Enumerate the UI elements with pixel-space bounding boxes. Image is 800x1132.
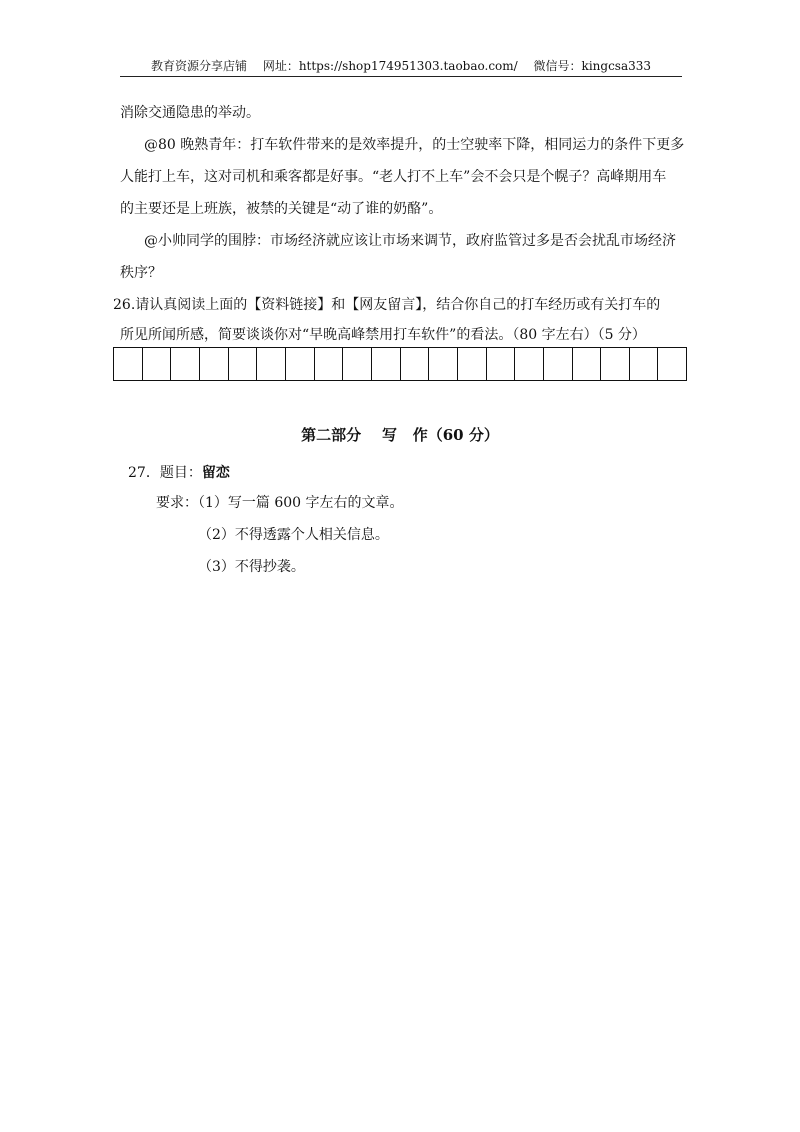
page-header xyxy=(120,58,682,77)
requirement-1-text: （1）写一篇 600 字左右的文章。 xyxy=(198,495,404,511)
question-26-line-2: 所见所闻所感，简要谈谈你对“早晚高峰禁用打车软件”的看法。（80 字左右）（5 分） xyxy=(120,327,646,343)
question-27-prefix: 27．题目： xyxy=(128,465,202,481)
answer-cell[interactable] xyxy=(658,348,686,380)
essay-title: 留恋 xyxy=(201,465,230,481)
answer-cell[interactable] xyxy=(458,348,487,380)
answer-cell[interactable] xyxy=(601,348,630,380)
comment-80-line-1: @80 晚熟青年：打车软件带来的是效率提升，的士空驶率下降，相同运力的条件下更多 xyxy=(144,137,685,153)
answer-cell[interactable] xyxy=(515,348,544,380)
answer-cell[interactable] xyxy=(544,348,573,380)
text-line-1: 消除交通隐患的举动。 xyxy=(120,105,260,121)
requirement-1 xyxy=(156,494,404,512)
header-shop: 教育资源分享店铺 xyxy=(150,59,247,73)
question-27 xyxy=(128,464,230,482)
answer-cell[interactable] xyxy=(573,348,602,380)
header-url: 网址：https://shop174951303.taobao.com/ xyxy=(262,59,518,73)
requirement-label: 要求： xyxy=(156,495,198,511)
requirement-2: （2）不得透露个人相关信息。 xyxy=(198,527,389,543)
answer-cell[interactable] xyxy=(200,348,229,380)
answer-cell[interactable] xyxy=(257,348,286,380)
comment-80-line-3: 的主要还是上班族，被禁的关键是“动了谁的奶酪”。 xyxy=(120,201,443,217)
question-26-line-1: 26.请认真阅读上面的【资料链接】和【网友留言】，结合你自己的打车经历或有关打车的 xyxy=(113,297,661,313)
answer-cell[interactable] xyxy=(429,348,458,380)
comment-80-line-2: 人能打上车，这对司机和乘客都是好事。“老人打不上车”会不会只是个幌子？高峰期用车 xyxy=(120,169,667,185)
requirement-3: （3）不得抄袭。 xyxy=(198,559,305,575)
section-title: 第二部分 写 作（60 分） xyxy=(301,426,499,444)
answer-cell[interactable] xyxy=(286,348,315,380)
answer-cell[interactable] xyxy=(171,348,200,380)
answer-cell[interactable] xyxy=(229,348,258,380)
answer-cell[interactable] xyxy=(630,348,659,380)
comment-xiaoshuai-line-2: 秩序？ xyxy=(120,265,162,281)
header-wechat: 微信号：kingcsa333 xyxy=(533,59,652,73)
answer-grid[interactable] xyxy=(113,347,687,381)
answer-cell[interactable] xyxy=(114,348,143,380)
answer-cell[interactable] xyxy=(343,348,372,380)
answer-cell[interactable] xyxy=(401,348,430,380)
answer-cell[interactable] xyxy=(487,348,516,380)
answer-cell[interactable] xyxy=(143,348,172,380)
comment-xiaoshuai-line-1: @小帅同学的围脖：市场经济就应该让市场来调节，政府监管过多是否会扰乱市场经济 xyxy=(144,233,676,249)
answer-cell[interactable] xyxy=(315,348,344,380)
answer-cell[interactable] xyxy=(372,348,401,380)
